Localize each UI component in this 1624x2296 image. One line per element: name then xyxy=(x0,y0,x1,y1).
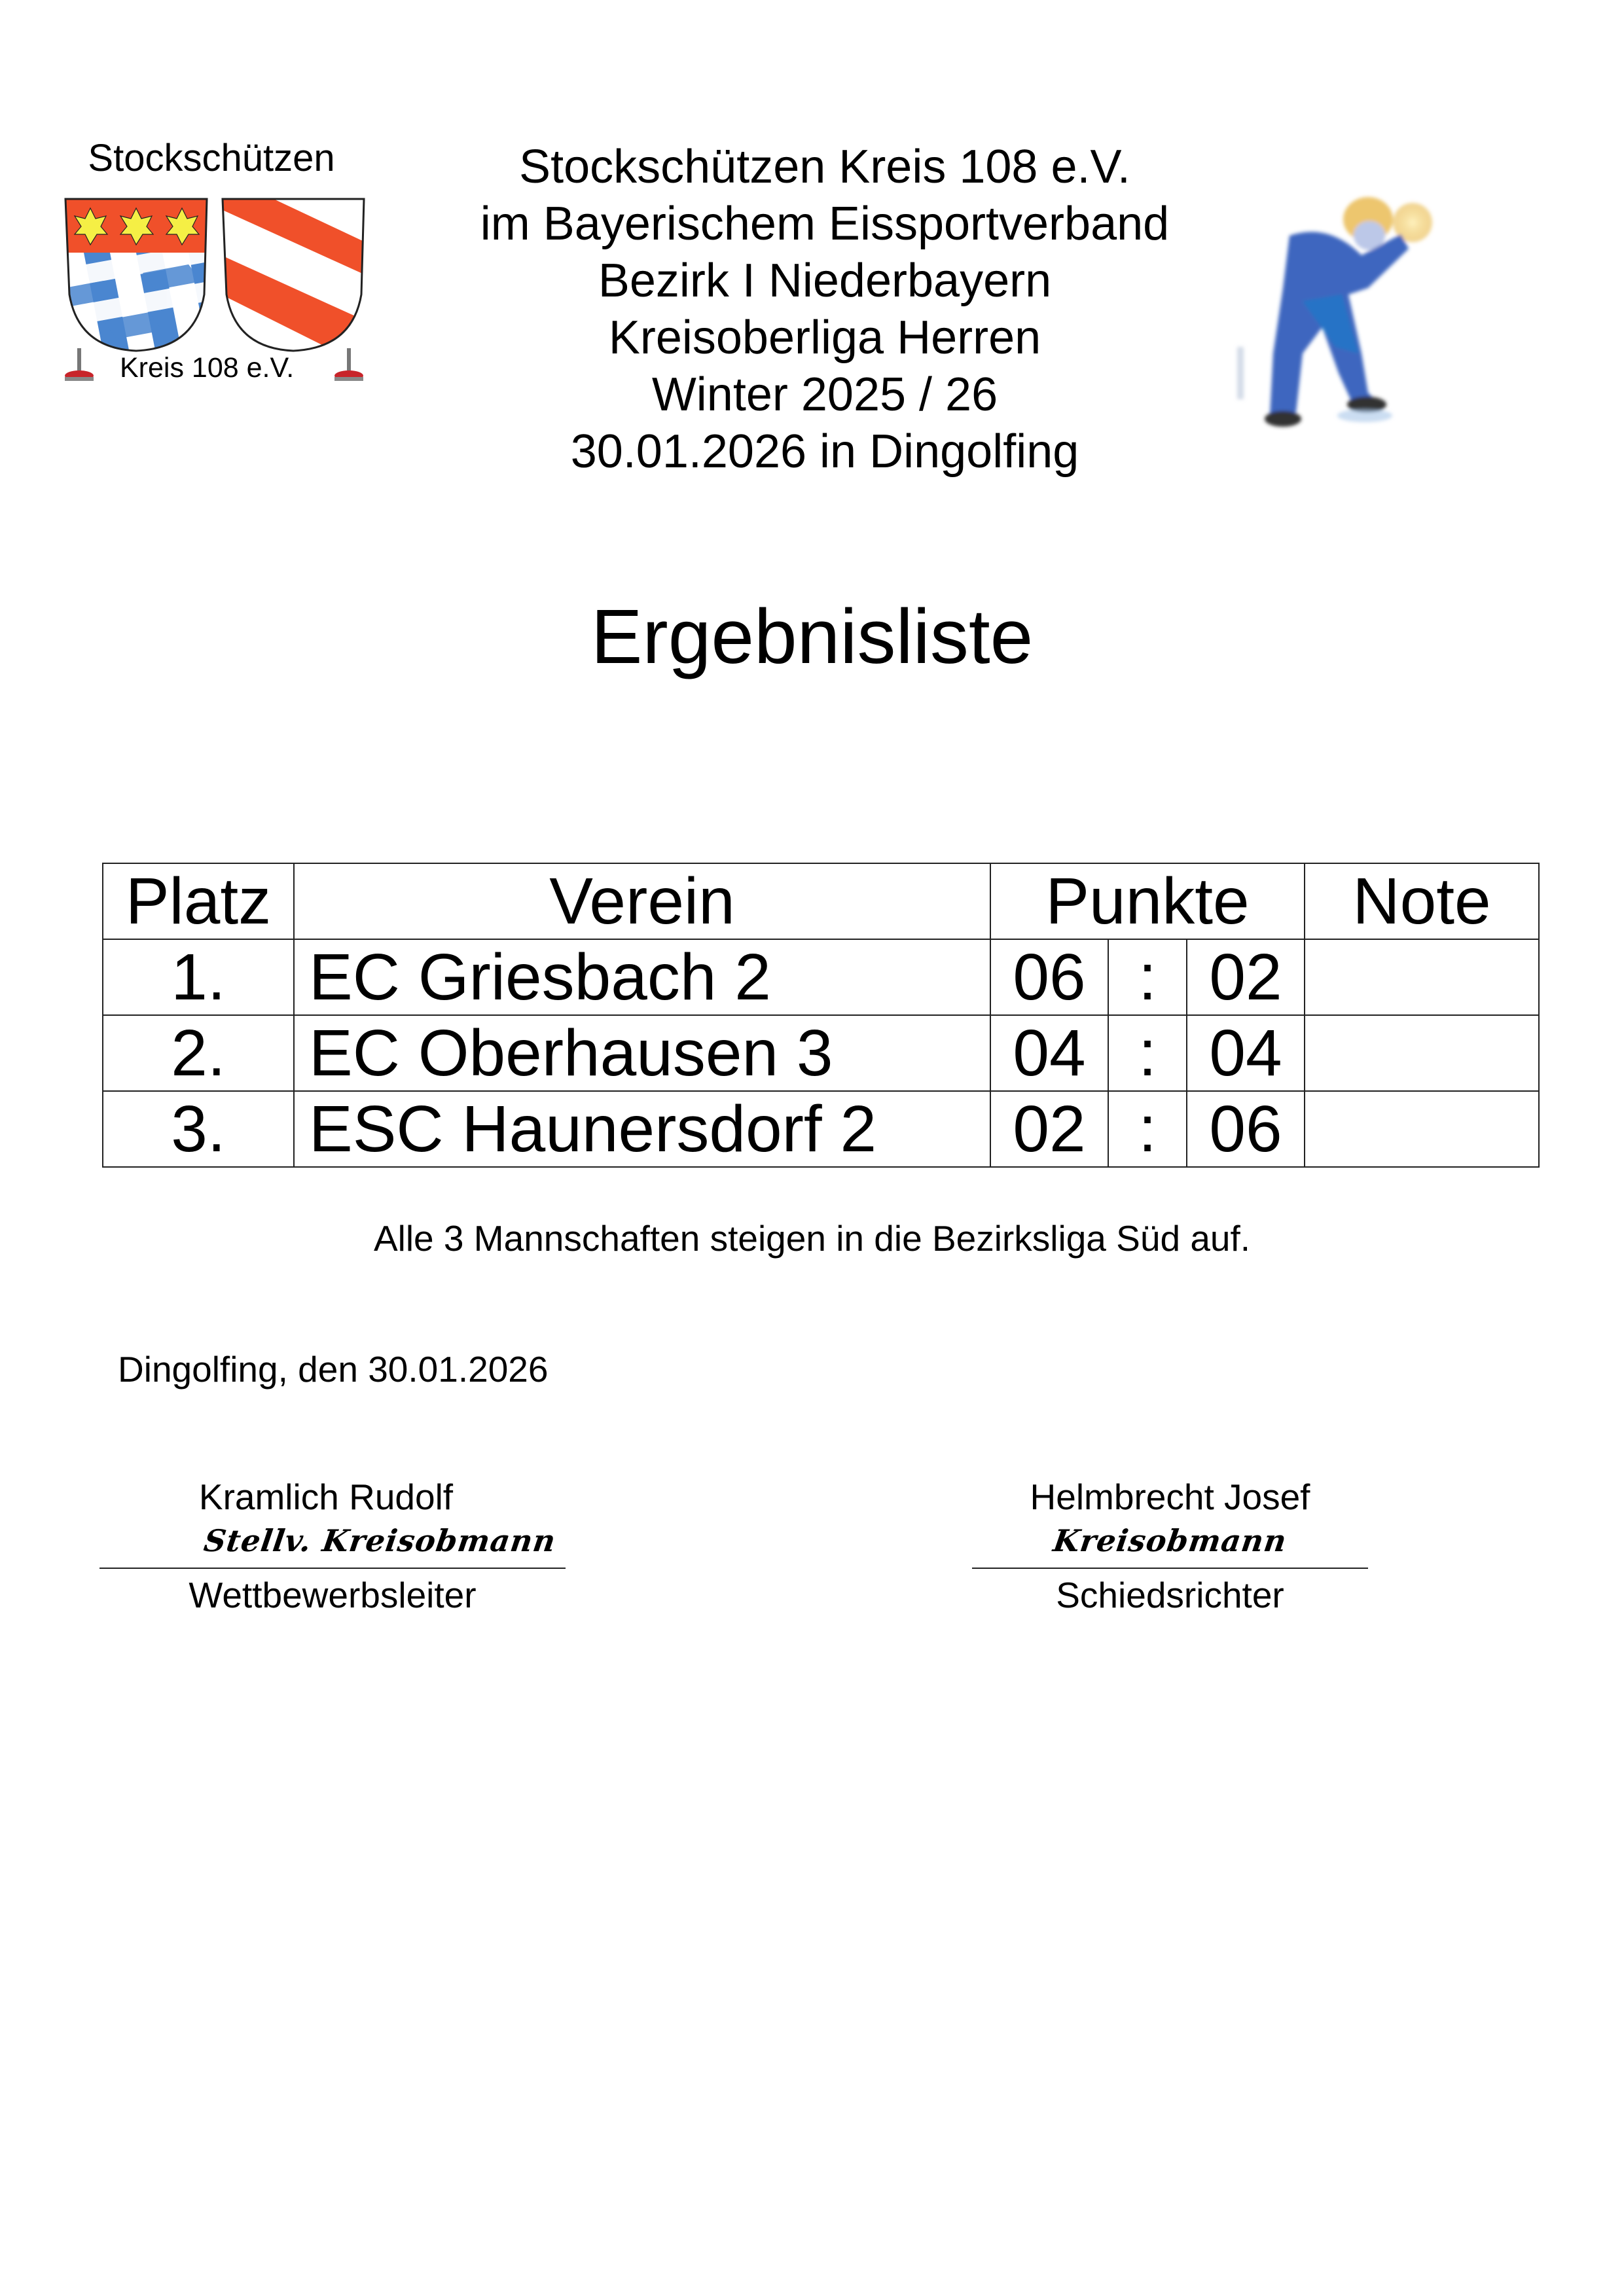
signer-name: Kramlich Rudolf xyxy=(198,1477,454,1517)
signer-name: Helmbrecht Josef xyxy=(1030,1477,1310,1517)
logo-bottom-text: Kreis 108 e.V. xyxy=(120,352,295,384)
column-header-note: Note xyxy=(1305,863,1539,939)
header-line-club: Stockschützen Kreis 108 e.V. xyxy=(519,141,1130,193)
points-plus-cell: 02 xyxy=(990,1091,1108,1167)
header-line-date-location: 30.01.2026 in Dingolfing xyxy=(570,425,1079,478)
points-minus-cell: 04 xyxy=(1187,1015,1305,1091)
header-line-league: Kreisoberliga Herren xyxy=(608,312,1041,364)
points-minus-cell: 06 xyxy=(1187,1091,1305,1167)
coat-of-arms-icon xyxy=(64,196,365,353)
points-plus-cell: 04 xyxy=(990,1015,1108,1091)
column-header-verein: Verein xyxy=(294,863,990,939)
signer-script-title: Stellv. Kreisobmann xyxy=(202,1523,558,1558)
note-cell xyxy=(1305,939,1539,1015)
signature-line xyxy=(99,1568,566,1569)
signer-script-title: Kreisobmann xyxy=(1051,1523,1290,1558)
signature-line xyxy=(972,1568,1368,1569)
points-minus-cell: 02 xyxy=(1187,939,1305,1015)
column-header-punkte: Punkte xyxy=(990,863,1305,939)
points-separator-cell: : xyxy=(1108,1091,1187,1167)
place-and-date: Dingolfing, den 30.01.2026 xyxy=(118,1349,549,1390)
eisstock-icon xyxy=(333,347,365,386)
document-header xyxy=(419,139,1231,480)
table-row xyxy=(103,939,1539,1015)
table-header-row xyxy=(103,863,1539,939)
results-table xyxy=(102,863,1540,1168)
rank-cell: 3. xyxy=(103,1091,294,1167)
stock-player-illustration-icon xyxy=(1204,157,1460,439)
eisstock-icon xyxy=(63,347,96,386)
table-row xyxy=(103,1091,1539,1167)
header-line-season: Winter 2025 / 26 xyxy=(651,368,998,421)
points-plus-cell: 06 xyxy=(990,939,1108,1015)
signature-block-right xyxy=(972,1476,1368,1616)
promotion-remark: Alle 3 Mannschaften steigen in die Bezirksliga Süd auf. xyxy=(373,1218,1251,1259)
column-header-platz: Platz xyxy=(103,863,294,939)
points-separator-cell: : xyxy=(1108,939,1187,1015)
club-logo xyxy=(58,131,385,406)
club-cell: EC Oberhausen 3 xyxy=(294,1015,990,1091)
signer-function: Schiedsrichter xyxy=(1056,1575,1284,1615)
page-title: Ergebnisliste xyxy=(590,594,1034,680)
note-cell xyxy=(1305,1015,1539,1091)
club-cell: ESC Haunersdorf 2 xyxy=(294,1091,990,1167)
rank-cell: 1. xyxy=(103,939,294,1015)
logo-top-text: Stockschützen xyxy=(88,137,335,179)
rank-cell: 2. xyxy=(103,1015,294,1091)
points-separator-cell: : xyxy=(1108,1015,1187,1091)
signer-function: Wettbewerbsleiter xyxy=(189,1575,477,1615)
header-line-association: im Bayerischem Eissportverband xyxy=(480,198,1170,250)
note-cell xyxy=(1305,1091,1539,1167)
table-row xyxy=(103,1015,1539,1091)
signature-block-left xyxy=(99,1476,566,1616)
club-cell: EC Griesbach 2 xyxy=(294,939,990,1015)
header-line-district: Bezirk I Niederbayern xyxy=(598,255,1052,307)
